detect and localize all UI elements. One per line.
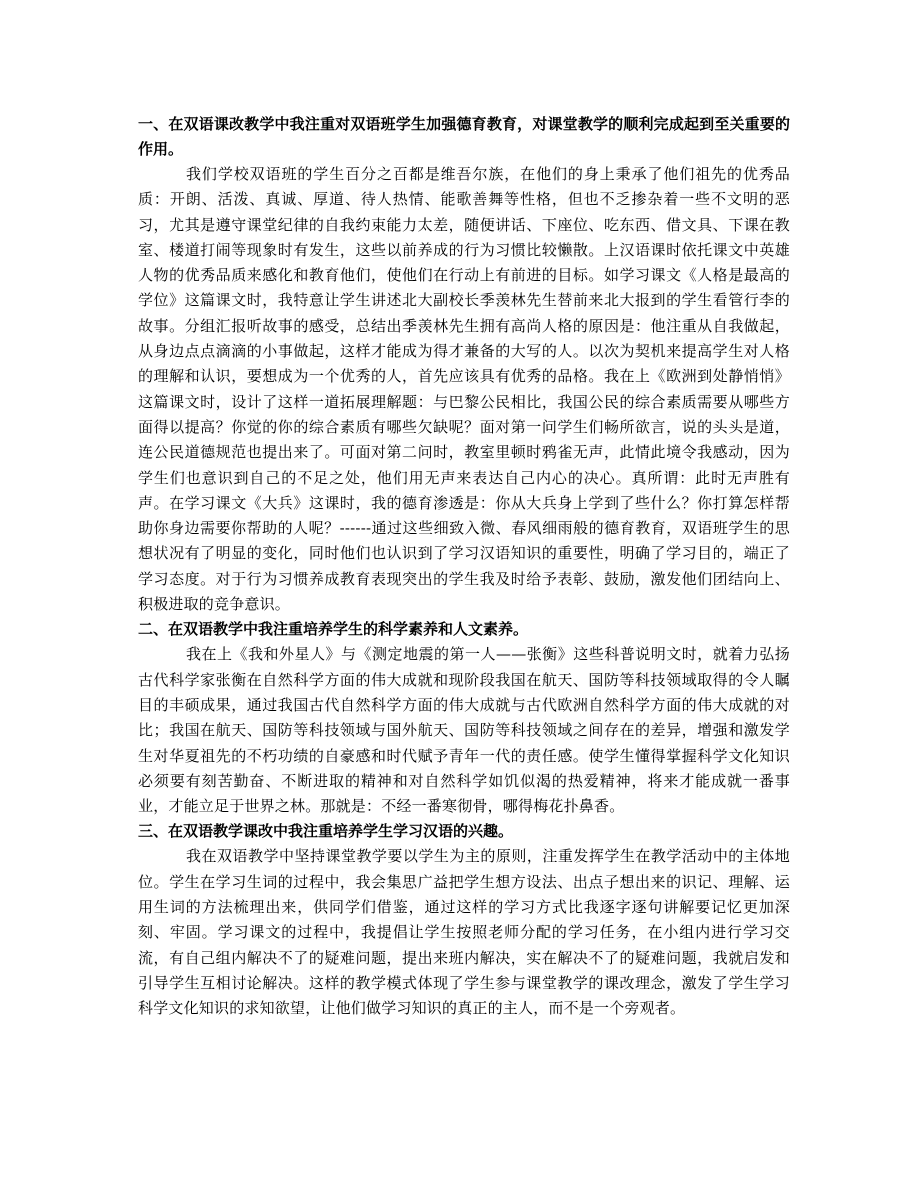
section-2-paragraph: 我在上《我和外星人》与《测定地震的第一人——张衡》这些科普说明文时，就着力弘扬古代科学家张衡在自然科学方面的伟大成就和现阶段我国在航天、国防等科技领域取得的令人瞩目的丰硕成果，通过我国古代自然科学方面的伟大成就与古代欧洲自然科学方面的伟大成就的对比；我国在航天、国防等科技领域与国外航天、国防等科技领域之间存在的差异，增强和激发学生对华夏祖先的不朽功绩的自豪感和时代赋予青年一代的责任感。使学生懂得掌握科学文化知识必须要有刻苦勤奋、不断进取的精神和对自然科学如饥似渴的热爱精神，将来才能成就一番事业，才能立足于世界之林。那就是：不经一番寒彻骨，哪得梅花扑鼻香。 [138, 645, 790, 816]
section-1-heading: 一、在双语课改教学中我注重对双语班学生加强德育教育，对课堂教学的顺利完成起到至关重要的作用。 [138, 115, 790, 158]
section-1-paragraph: 我们学校双语班的学生百分之百都是维吾尔族，在他们的身上秉承了他们祖先的优秀品质：开朗、活泼、真诚、厚道、待人热情、能歌善舞等性格，但也不乏掺杂着一些不文明的恶习，尤其是遵守课堂纪律的自我约束能力太差，随便讲话、下座位、吃东西、借文具、下课在教室、楼道打闹等现象时有发生，这些以前养成的行为习惯比较懒散。上汉语课时依托课文中英雄人物的优秀品质来感化和教育他们，使他们在行动上有前进的目标。如学习课文《人格是最高的学位》这篇课文时，我特意让学生讲述北大副校长季羡林先生替前来北大报到的学生看管行李的故事。分组汇报听故事的感受，总结出季羡林先生拥有高尚人格的原因是：他注重从自我做起，从身边点点滴滴的小事做起，这样才能成为得才兼备的大写的人。以次为契机来提高学生对人格的理解和认识，要想成为一个优秀的人，首先应该具有优秀的品格。我在上《欧洲到处静悄悄》这篇课文时，设计了这样一道拓展理解题：与巴黎公民相比，我国公民的综合素质需要从哪些方面得以提高？你觉的你的综合素质有哪些欠缺呢？面对第一问学生们畅所欲言，说的头头是道，连公民道德规范也提出来了。可面对第二问时，教室里顿时鸦雀无声，此情此境令我感动，因为学生们也意识到自己的不足之处，他们用无声来表达自己内心的决心。真所谓：此时无声胜有声。在学习课文《大兵》这课时，我的德育渗透是：你从大兵身上学到了些什么？你打算怎样帮助你身边需要你帮助的人呢？------通过这些细致入微、春风细雨般的德育教育，双语班学生的思想状况有了明显的变化，同时他们也认识到了学习汉语知识的重要性，明确了学习目的，端正了学习态度。对于行为习惯养成教育表现突出的学生我及时给予表彰、鼓励，激发他们团结向上、积极进取的竞争意识。 [138, 165, 790, 614]
section-2-heading: 二、在双语教学中我注重培养学生的科学素养和人文素养。 [138, 620, 529, 639]
document-body [138, 112, 790, 1022]
section-3-heading: 三、在双语教学课改中我注重培养学生学习汉语的兴趣。 [138, 822, 514, 841]
section-3-paragraph: 我在双语教学中坚持课堂教学要以学生为主的原则，注重发挥学生在教学活动中的主体地位。学生在学习生词的过程中，我会集思广益把学生想方设法、出点子想出来的识记、理解、运用生词的方法梳理出来，供同学们借鉴，通过这样的学习方式比我逐字逐句讲解要记忆更加深刻、牢固。学习课文的过程中，我提倡让学生按照老师分配的学习任务，在小组内进行学习交流，有自己组内解决不了的疑难问题，提出来班内解决，实在解决不了的疑难问题，我就启发和引导学生互相讨论解决。这样的教学模式体现了学生参与课堂教学的课改理念，激发了学生学习科学文化知识的求知欲望，让他们做学习知识的真正的主人，而不是一个旁观者。 [138, 847, 790, 1018]
